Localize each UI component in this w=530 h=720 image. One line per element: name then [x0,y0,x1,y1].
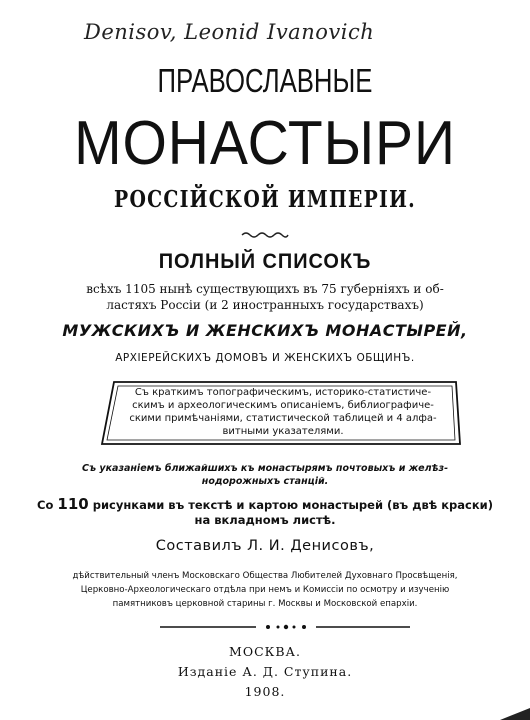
compiler-desc-line-3: памятниковъ церковной старины г. Москвы и Московской епархіи. [112,599,418,609]
illustrations-count: 110 [57,495,89,513]
houses-line: АРХІЕРЕЙСКИХЪ ДОМОВЪ И ЖЕНСКИХЪ ОБЩИНЪ. [115,352,415,364]
monasteries-heading: МУЖСКИХЪ И ЖЕНСКИХЪ МОНАСТЫРЕЙ, [62,321,468,340]
postal-line-2: нодорожныхъ станцій. [201,476,329,487]
compiler-desc-line-2: Церковно-Археологическаго отдѣла при немъ и Комиссіи по осмотру и изученію [80,585,450,595]
handwritten-note: Denisov, Leonid Ivanovich [84,20,375,44]
illustrations-line-1 [0,496,530,514]
title-line-3: РОССІЙСКОЙ ИМПЕРІИ. [114,186,416,213]
illustrations-line-2: на вкладномъ листѣ. [194,513,336,527]
compiler-desc-line-1: дѣйствительный членъ Московскаго Общества Любителей Духовнаго Просвѣщенія, [72,571,458,581]
intro-text [0,281,530,313]
compiler-line: Составилъ Л. И. Денисовъ, [155,538,375,554]
description-box-text: Съ краткимъ топографическимъ, историко-статистиче- скимъ и археологическимъ описаніемъ, библиографиче- скими примѣчаніями, статистической таблицей и 4 алфа- витными указателями. [129,387,437,437]
postal-line-1: Съ указаніемъ ближайшихъ къ монастырямъ почтовыхъ и желѣз- [81,463,449,474]
subtitle: ПОЛНЫЙ СПИСОКЪ [158,250,372,273]
intro-line-1: всѣхъ 1105 нынѣ существующихъ въ 75 губерніяхъ и об- [86,282,444,296]
imprint-publisher: Изданіе А. Д. Ступина. [177,664,353,679]
intro-line-2: ластяхъ Россіи (и 2 иностранныхъ государствахъ) [106,298,424,312]
imprint-city: МОСКВА. [229,644,301,659]
ornamental-rule-divider [160,622,410,632]
title-line-1: ПРАВОСЛАВНЫЕ [157,62,373,99]
illustrations-rest: рисунками въ текстѣ и картою монастырей (въ двѣ краски) [92,498,493,512]
corner-scan-mark [470,700,530,720]
wavy-ornament-icon [240,230,290,240]
title-line-2: МОНАСТЫРИ [74,109,456,178]
imprint-year: 1908. [244,684,286,699]
illustrations-prefix: Со [37,498,54,512]
